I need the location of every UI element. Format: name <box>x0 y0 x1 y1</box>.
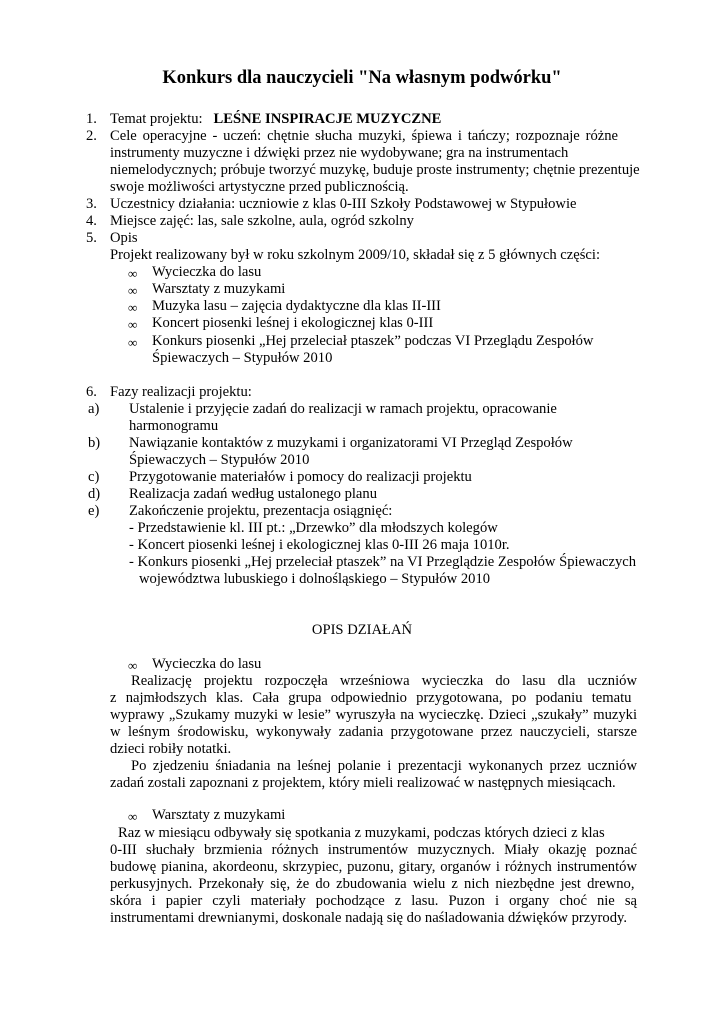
phase-line: Realizacja zadań według ustalonego planu <box>129 486 377 502</box>
phase-letter: e) <box>88 503 100 519</box>
part-item: Konkurs piosenki „Hej przeleciał ptaszek” podczas VI Przeglądu Zespołów <box>152 333 594 349</box>
paragraph-line: w leśnym środowisku, wykonywały zadania przygotowane przez nauczycieli, starsze <box>110 724 637 740</box>
phase-sub-line: - Konkurs piosenki „Hej przeleciał ptaszek” na VI Przeglądzie Zespołów Śpiewaczych <box>129 554 637 570</box>
paragraph-line: z najmłodszych klas. Cała grupa odpowiednio przygotowana, po podaniu tematu <box>110 690 632 706</box>
phase-letter: a) <box>88 401 100 417</box>
paragraph-line: skóra i papier czyli materiały pochodzące z lasu. Puzon i organy choć nie są <box>110 893 637 909</box>
phase-line: harmonogramu <box>129 418 219 434</box>
description-intro: Projekt realizowany był w roku szkolnym 2009/10, składał się z 5 głównych części: <box>110 247 600 263</box>
part-item: Warsztaty z muzykami <box>152 281 286 297</box>
part-item-continued: Śpiewaczych – Stypułów 2010 <box>152 350 333 366</box>
phase-line: Ustalenie i przyjęcie zadań do realizacji w ramach projektu, opracowanie <box>129 401 557 417</box>
location: Miejsce zajęć: las, sale szkolne, aula, ogród szkolny <box>110 213 414 229</box>
project-topic <box>110 111 441 128</box>
item-number: 6. <box>86 384 97 400</box>
part-item: Muzyka lasu – zajęcia dydaktyczne dla klas II-III <box>152 298 441 314</box>
paragraph-line: 0-III słuchały brzmienia różnych instrumentów muzycznych. Miały okazję poznać <box>110 842 637 858</box>
infinity-bullet-icon: ∞ <box>128 658 138 673</box>
goals-line: Cele operacyjne - uczeń: chętnie słucha muzyki, śpiewa i tańczy; rozpoznaje różne <box>110 128 618 144</box>
phase-sub-line: - Przedstawienie kl. III pt.: „Drzewko” dla młodszych kolegów <box>129 520 498 536</box>
phase-sub-line: - Koncert piosenki leśnej i ekologicznej klas 0-III 26 maja 1010r. <box>129 537 510 553</box>
infinity-bullet-icon: ∞ <box>128 283 138 298</box>
paragraph-line: instrumentami drewnianymi, doskonale nadają się do naśladowania dźwięków przyrody. <box>110 910 627 926</box>
document-title: Konkurs dla nauczycieli "Na własnym podwórku" <box>162 68 562 88</box>
item-number: 2. <box>86 128 97 144</box>
action-title: Wycieczka do lasu <box>152 656 262 672</box>
goals-line: niemelodycznych; próbuje tworzyć muzykę, buduje proste instrumenty; chętnie prezentuje <box>110 162 640 178</box>
goals-line: swoje możliwości artystyczne przed publicznością. <box>110 179 409 195</box>
infinity-bullet-icon: ∞ <box>128 317 138 332</box>
item-number: 1. <box>86 111 97 127</box>
part-item: Wycieczka do lasu <box>152 264 262 280</box>
paragraph-line: Raz w miesiącu odbywały się spotkania z muzykami, podczas których dzieci z klas <box>118 825 605 841</box>
phase-letter: d) <box>88 486 101 502</box>
infinity-bullet-icon: ∞ <box>128 266 138 281</box>
paragraph-line: perkusyjnych. Przekonały się, że do zbudowania wielu z nich niezbędne jest drewno, <box>110 876 635 892</box>
action-title: Warsztaty z muzykami <box>152 807 286 823</box>
phase-line: Zakończenie projektu, prezentacja osiągnięć: <box>129 503 393 519</box>
goals-line: instrumenty muzyczne i dźwięki przez nie wydobywane; gra na instrumentach <box>110 145 569 161</box>
project-topic-label: Temat projektu: <box>110 111 203 127</box>
part-item: Koncert piosenki leśnej i ekologicznej klas 0-III <box>152 315 434 331</box>
item-number: 5. <box>86 230 97 246</box>
item-number: 4. <box>86 213 97 229</box>
project-topic-value: LEŚNE INSPIRACJE MUZYCZNE <box>213 111 442 127</box>
paragraph-line: zadań zostali zapoznani z projektem, który mieli realizować w następnych miesiącach. <box>110 775 616 791</box>
phase-line: Śpiewaczych – Stypułów 2010 <box>129 452 310 468</box>
infinity-bullet-icon: ∞ <box>128 335 138 350</box>
description-heading: Opis <box>110 230 138 246</box>
infinity-bullet-icon: ∞ <box>128 300 138 315</box>
actions-heading: OPIS DZIAŁAŃ <box>311 622 413 638</box>
paragraph-line: Po zjedzeniu śniadania na leśnej polanie i prezentacji wykonanych przez uczniów <box>131 758 637 774</box>
participants: Uczestnicy działania: uczniowie z klas 0-III Szkoły Podstawowej w Stypułowie <box>110 196 577 212</box>
paragraph-line: budowę pianina, akordeonu, skrzypiec, puzonu, gitary, organów i różnych instrumentów <box>110 859 637 875</box>
phase-letter: c) <box>88 469 100 485</box>
phase-line: Przygotowanie materiałów i pomocy do realizacji projektu <box>129 469 472 485</box>
phase-line: Nawiązanie kontaktów z muzykami i organizatorami VI Przegląd Zespołów <box>129 435 573 451</box>
paragraph-line: Realizację projektu rozpoczęła wrześniowa wycieczka do lasu dla uczniów <box>131 673 637 689</box>
phase-letter: b) <box>88 435 101 451</box>
phase-sub-line: województwa lubuskiego i dolnośląskiego – Stypułów 2010 <box>139 571 491 587</box>
paragraph-line: wyprawy „Szukamy muzyki w lesie” wyruszyła na wycieczkę. Dzieci „szukały” muzyki <box>110 707 637 723</box>
phases-heading: Fazy realizacji projektu: <box>110 384 252 400</box>
item-number: 3. <box>86 196 97 212</box>
infinity-bullet-icon: ∞ <box>128 809 138 824</box>
paragraph-line: dzieci robiły notatki. <box>110 741 232 757</box>
